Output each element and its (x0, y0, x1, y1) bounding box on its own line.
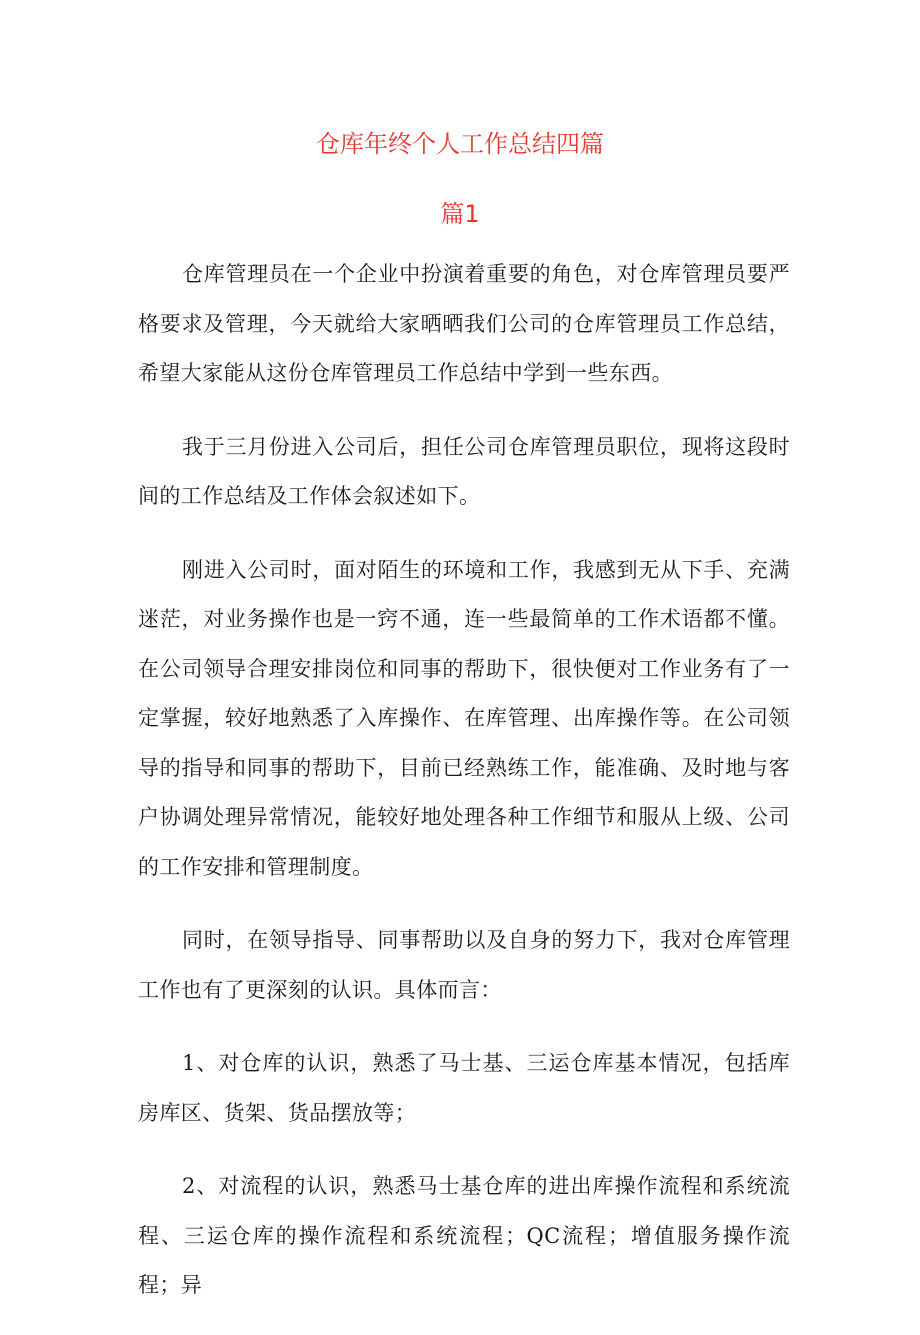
list-item-process: 2、对流程的认识，熟悉马士基仓库的进出库操作流程和系统流程、三运仓库的操作流程和系统流程；QC流程；增值服务操作流程；异 (138, 1174, 790, 1297)
document-title: 仓库年终个人工作总结四篇 (316, 130, 604, 158)
paragraph-experience: 刚进入公司时，面对陌生的环境和工作，我感到无从下手、充满迷茫，对业务操作也是一窍不通，连一些最简单的工作术语都不懂。在公司领导合理安排岗位和同事的帮助下，很快便对工作业务有了一定掌握，较好地熟悉了入库操作、在库管理、出库操作等。在公司领导的指导和同事的帮助下，目前已经熟练工作，能准确、及时地与客户协调处理异常情况，能较好地处理各种工作细节和服从上级、公司的工作安排和管理制度。 (138, 557, 790, 879)
section-heading: 篇1 (440, 200, 480, 228)
paragraph-understanding: 同时，在领导指导、同事帮助以及自身的努力下，我对仓库管理工作也有了更深刻的认识。具体而言： (138, 928, 790, 1002)
paragraph-joining: 我于三月份进入公司后，担任公司仓库管理员职位，现将这段时间的工作总结及工作体会叙述如下。 (138, 434, 790, 508)
document-body (138, 250, 790, 1335)
paragraph-intro: 仓库管理员在一个企业中扮演着重要的角色，对仓库管理员要严格要求及管理，今天就给大家晒晒我们公司的仓库管理员工作总结，希望大家能从这份仓库管理员工作总结中学到一些东西。 (138, 262, 790, 385)
list-item-warehouse: 1、对仓库的认识，熟悉了马士基、三运仓库基本情况，包括库房库区、货架、货品摆放等； (138, 1051, 790, 1125)
